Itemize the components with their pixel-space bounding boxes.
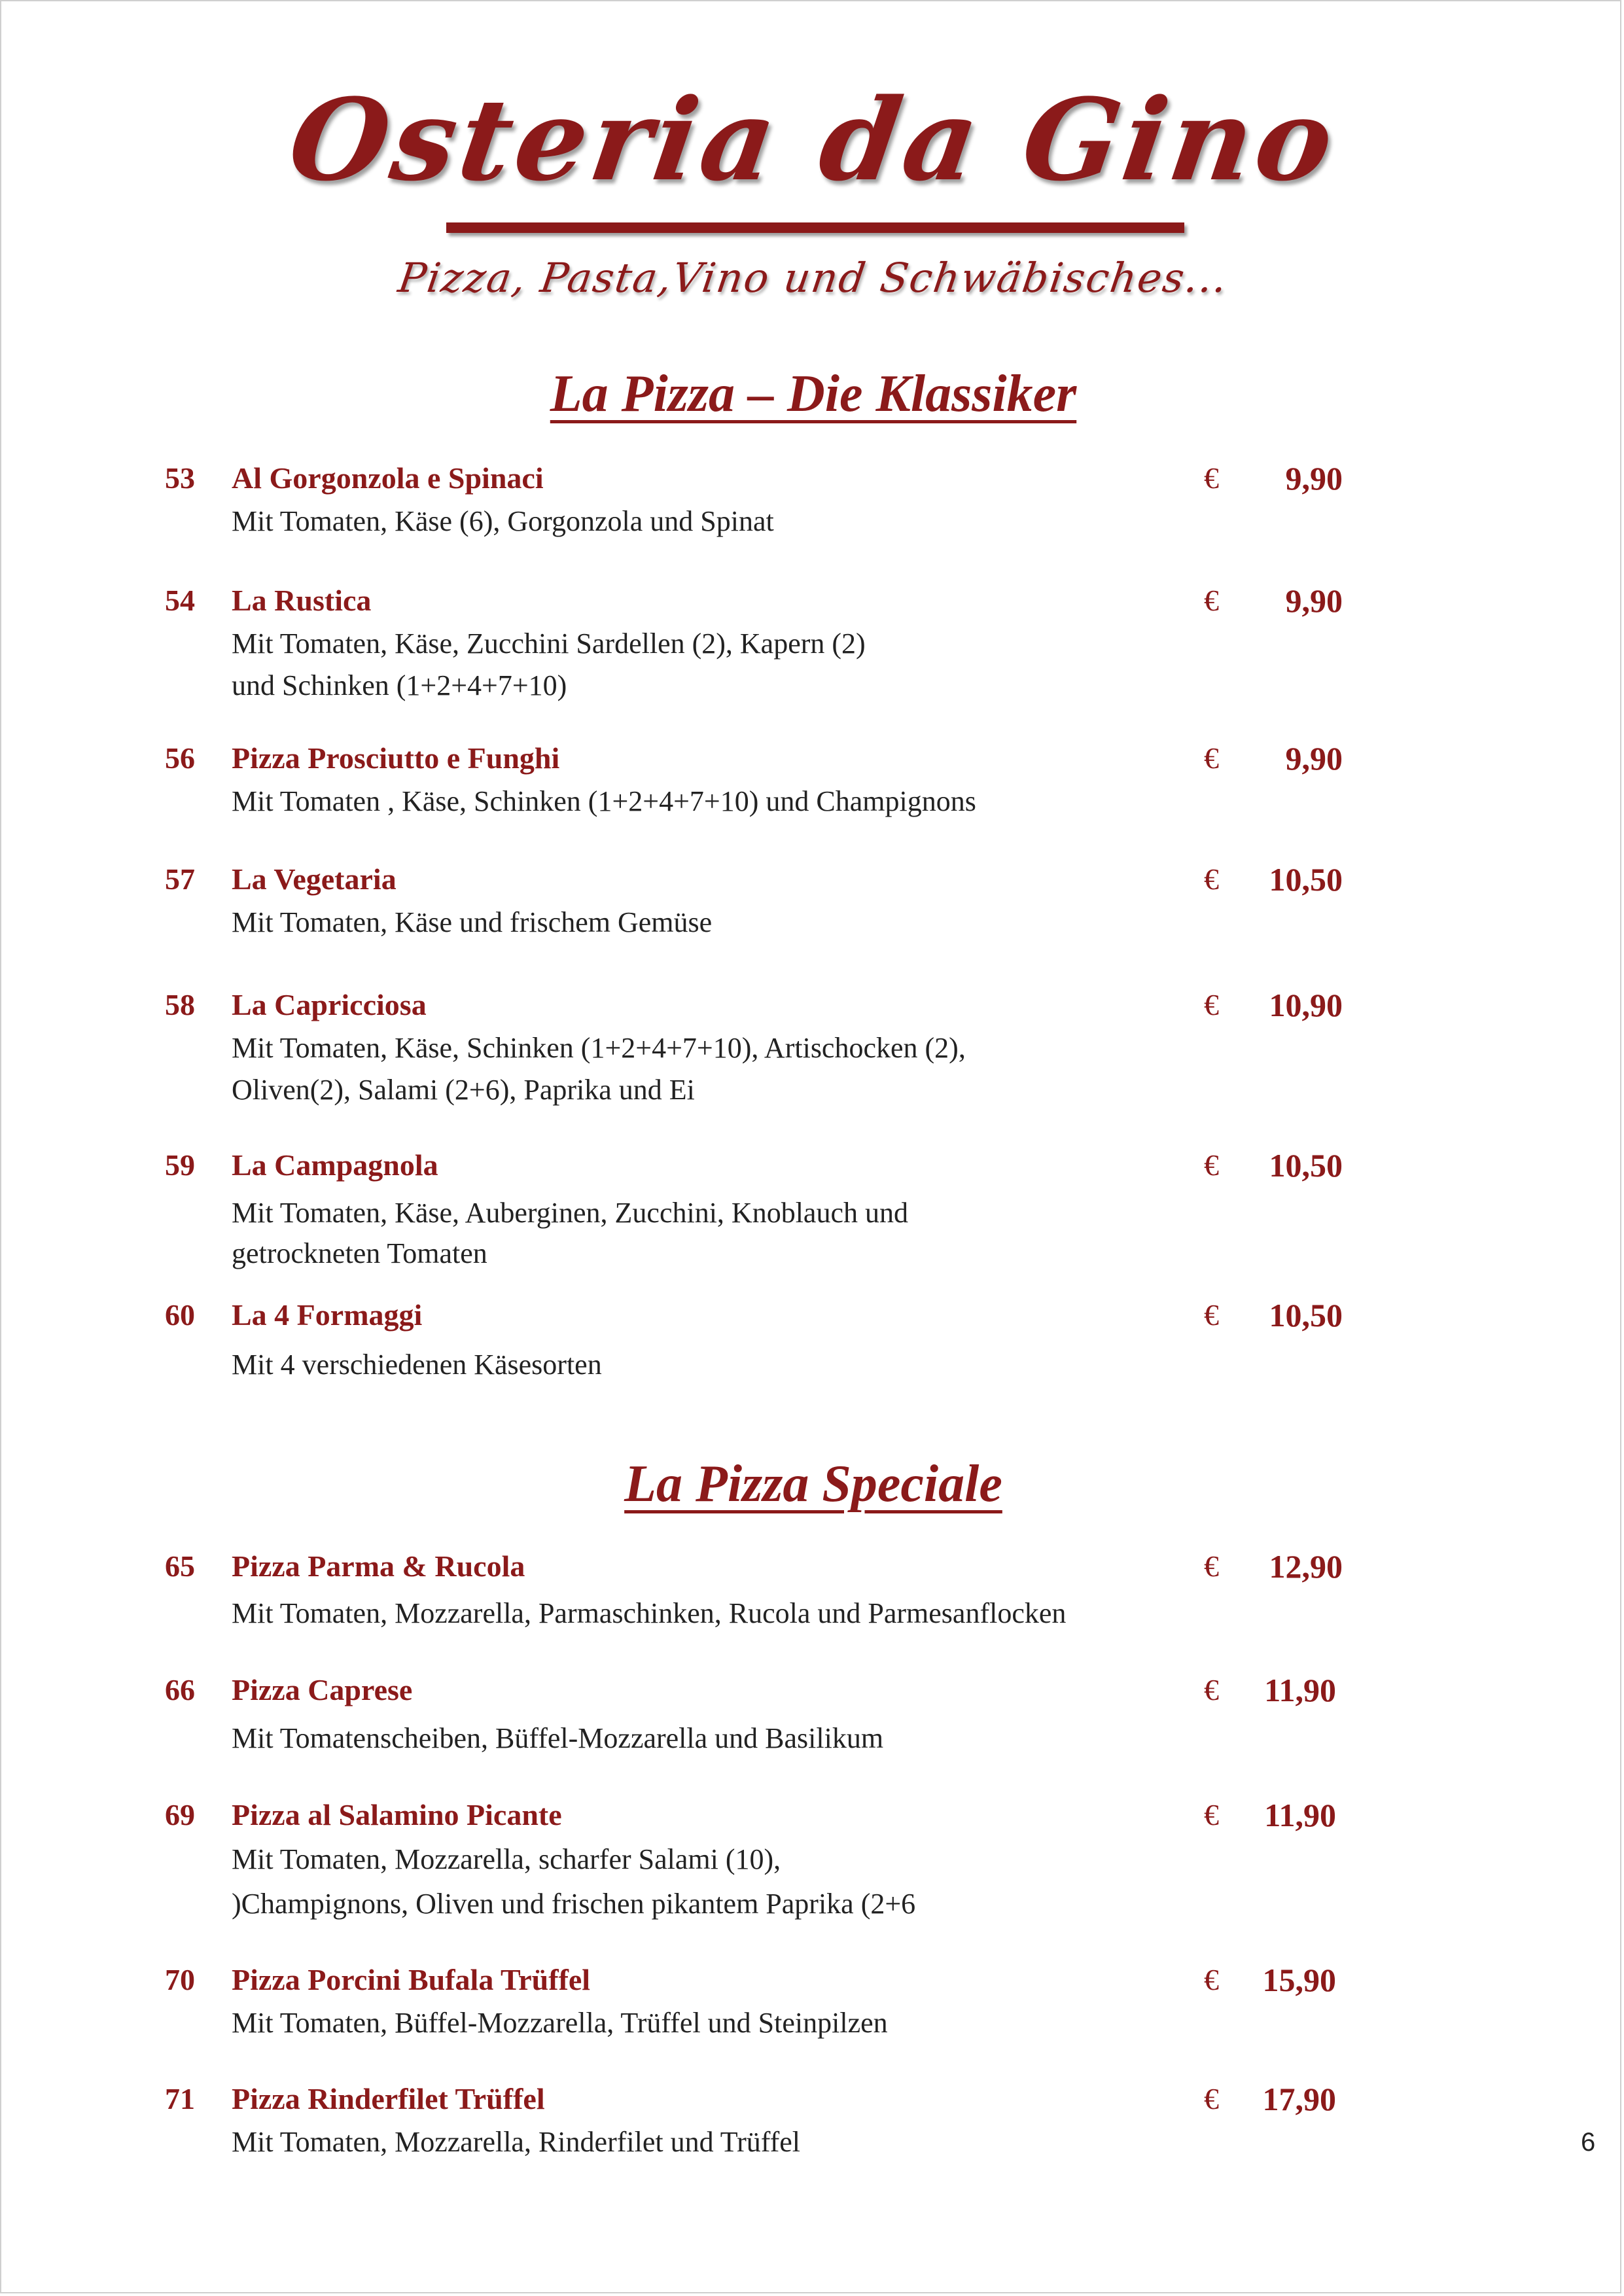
item-price: 10,50	[1269, 1297, 1343, 1333]
item-number: 66	[165, 1673, 195, 1706]
item-description-line: Mit Tomaten, Mozzarella, Parmaschinken, Rucola und Parmesanflocken	[232, 1597, 1067, 1629]
restaurant-name: Osteria da Gino	[281, 73, 1345, 206]
item-number: 54	[165, 584, 195, 617]
item-number: 57	[165, 862, 195, 896]
item-currency: €	[1204, 461, 1219, 495]
item-currency: €	[1204, 1673, 1219, 1706]
menu-item	[1, 861, 1621, 953]
item-name: Pizza Porcini Bufala Trüffel	[232, 1963, 591, 1996]
item-description	[232, 781, 976, 822]
item-number: 71	[165, 2082, 195, 2115]
item-description-line: Mit Tomaten, Käse (6), Gorgonzola und Spinat	[232, 505, 774, 537]
item-name: La Rustica	[232, 584, 372, 617]
item-number: 58	[165, 988, 195, 1021]
item-name: La Campagnola	[232, 1148, 438, 1182]
item-currency: €	[1204, 1298, 1219, 1332]
item-description	[232, 1193, 908, 1274]
item-description	[232, 501, 774, 542]
menu-item	[1, 460, 1621, 552]
item-description	[232, 1837, 915, 1926]
item-price: 12,90	[1269, 1548, 1343, 1585]
item-currency: €	[1204, 741, 1219, 775]
menu-item	[1, 1297, 1621, 1388]
item-description	[232, 2121, 800, 2163]
item-name: Pizza Prosciutto e Funghi	[232, 741, 560, 775]
item-number: 69	[165, 1798, 195, 1831]
item-description	[232, 1344, 602, 1386]
item-currency: €	[1204, 2082, 1219, 2115]
item-name: Pizza Parma & Rucola	[232, 1549, 525, 1583]
item-name: La 4 Formaggi	[232, 1298, 423, 1332]
item-price: 9,90	[1285, 582, 1343, 619]
item-name: Al Gorgonzola e Spinaci	[232, 461, 544, 495]
item-name: Pizza Caprese	[232, 1673, 413, 1706]
item-price: 17,90	[1262, 2081, 1336, 2117]
item-description-line: Mit Tomaten, Käse, Auberginen, Zucchini, Knoblauch und	[232, 1197, 908, 1229]
item-number: 53	[165, 461, 195, 495]
item-number: 60	[165, 1298, 195, 1332]
menu-item	[1, 1548, 1621, 1640]
menu-item	[1, 740, 1621, 832]
menu-item	[1, 1962, 1621, 2053]
item-description-line: Mit Tomaten, Käse, Zucchini Sardellen (2), Kapern (2)	[232, 627, 866, 660]
item-price: 9,90	[1285, 740, 1343, 777]
restaurant-tagline: Pizza, Pasta,Vino und Schwäbisches...	[395, 254, 1231, 302]
item-price: 10,50	[1269, 1147, 1343, 1184]
item-description-line: Mit Tomaten, Käse, Schinken (1+2+4+7+10), Artischocken (2),	[232, 1032, 966, 1064]
item-price: 10,90	[1269, 987, 1343, 1023]
item-description-line: Mit Tomatenscheiben, Büffel-Mozzarella und Basilikum	[232, 1722, 884, 1754]
restaurant-logo	[1, 73, 1621, 322]
item-currency: €	[1204, 1798, 1219, 1831]
item-currency: €	[1204, 1549, 1219, 1583]
item-name: Pizza al Salamino Picante	[232, 1798, 562, 1831]
item-description-line: Mit Tomaten , Käse, Schinken (1+2+4+7+10) und Champignons	[232, 785, 976, 817]
item-currency: €	[1204, 1963, 1219, 1996]
item-price: 11,90	[1264, 1797, 1336, 1833]
item-price: 10,50	[1269, 861, 1343, 898]
menu-item	[1, 1147, 1621, 1269]
page-number: 6	[1581, 2128, 1596, 2157]
section-title-speciale: La Pizza Speciale	[624, 1455, 1002, 1513]
item-description-line: Mit 4 verschiedenen Käsesorten	[232, 1349, 602, 1381]
menu-item	[1, 1797, 1621, 1920]
logo-underline	[446, 222, 1184, 233]
item-description	[232, 623, 866, 707]
item-description	[232, 902, 712, 944]
menu-item	[1, 1672, 1621, 1763]
item-name: Pizza Rinderfilet Trüffel	[232, 2082, 545, 2115]
item-description	[232, 1718, 883, 1759]
item-description-line: Mit Tomaten, Mozzarella, Rinderfilet und Trüffel	[232, 2126, 801, 2158]
item-description	[232, 1027, 966, 1111]
item-description-line: und Schinken (1+2+4+7+10)	[232, 669, 567, 701]
item-currency: €	[1204, 584, 1219, 617]
menu-item	[1, 582, 1621, 701]
item-number: 70	[165, 1963, 195, 1996]
item-price: 15,90	[1262, 1962, 1336, 1998]
item-description	[232, 1593, 1066, 1634]
item-name: La Vegetaria	[232, 862, 397, 896]
item-currency: €	[1204, 988, 1219, 1021]
item-description-line: Mit Tomaten, Büffel-Mozzarella, Trüffel und Steinpilzen	[232, 2007, 888, 2039]
item-description-line: Mit Tomaten, Mozzarella, scharfer Salami (10),	[232, 1843, 781, 1875]
item-price: 11,90	[1264, 1672, 1336, 1708]
menu-item	[1, 2081, 1621, 2172]
item-currency: €	[1204, 862, 1219, 896]
item-description-line: )Champignons, Oliven und frischen pikantem Paprika (2+6	[232, 1888, 916, 1920]
item-description	[232, 2002, 888, 2044]
menu-item	[1, 987, 1621, 1106]
item-description-line: Oliven(2), Salami (2+6), Paprika und Ei	[232, 1074, 695, 1106]
item-number: 65	[165, 1549, 195, 1583]
item-name: La Capricciosa	[232, 988, 427, 1021]
section-title-klassiker: La Pizza – Die Klassiker	[550, 365, 1077, 423]
item-description-line: Mit Tomaten, Käse und frischem Gemüse	[232, 906, 713, 938]
item-number: 56	[165, 741, 195, 775]
item-currency: €	[1204, 1148, 1219, 1182]
item-number: 59	[165, 1148, 195, 1182]
item-price: 9,90	[1285, 460, 1343, 497]
item-description-line: getrockneten Tomaten	[232, 1237, 487, 1269]
